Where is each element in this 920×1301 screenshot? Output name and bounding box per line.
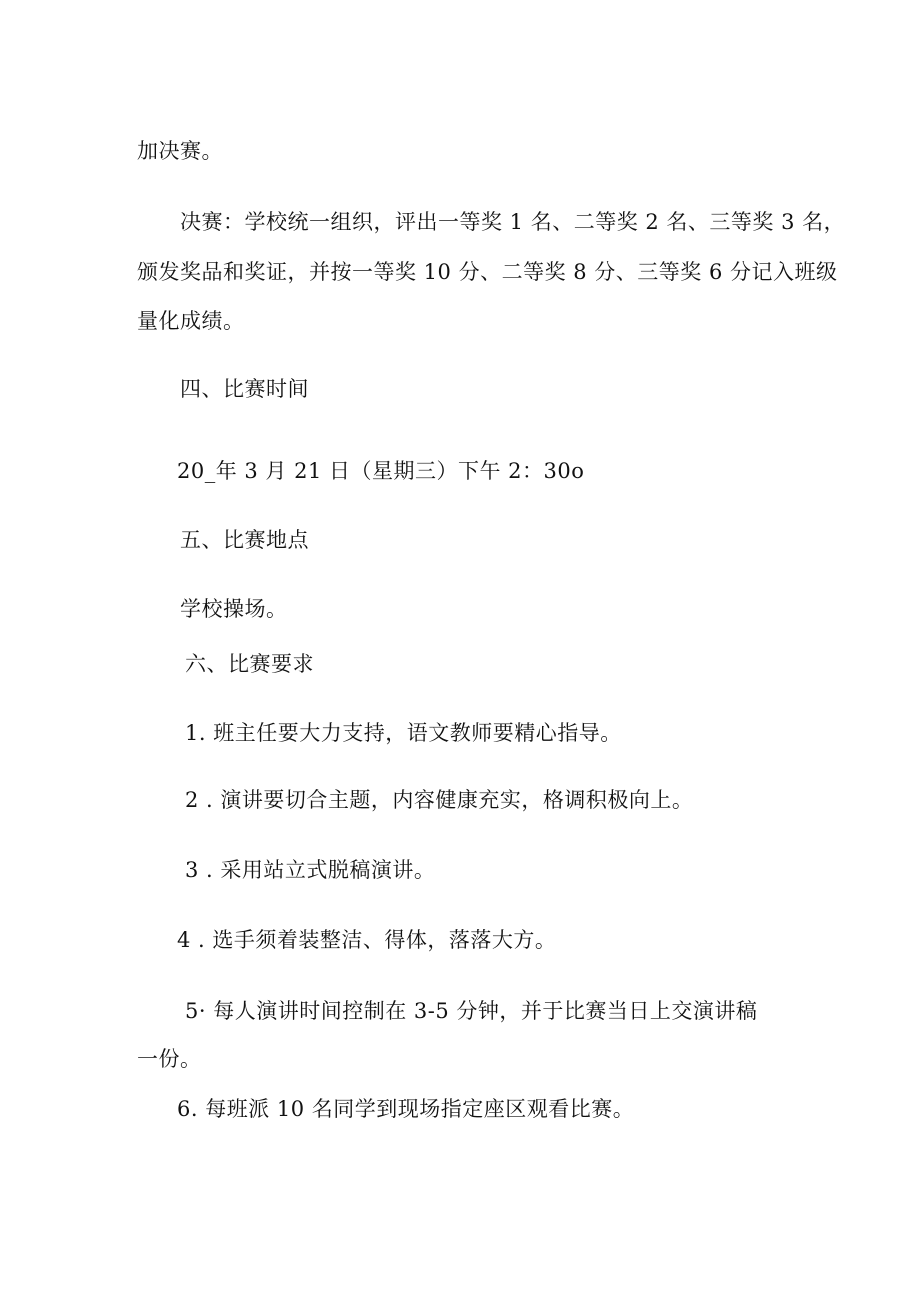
list-item-continuation: 一份。 bbox=[137, 1047, 202, 1071]
section-heading: 四、比赛时间 bbox=[180, 377, 309, 401]
paragraph-line: 加决赛。 bbox=[137, 139, 223, 163]
list-item: 6. 每班派 10 名同学到现场指定座区观看比赛。 bbox=[177, 1097, 635, 1121]
section-heading: 六、比赛要求 bbox=[185, 652, 314, 676]
paragraph-line: 颁发奖品和奖证，并按一等奖 10 分、二等奖 8 分、三等奖 6 分记入班级 bbox=[137, 260, 838, 284]
section-heading: 五、比赛地点 bbox=[180, 528, 309, 552]
list-item: 4 . 选手须着装整洁、得体，落落大方。 bbox=[177, 928, 557, 952]
list-item: 1. 班主任要大力支持，语文教师要精心指导。 bbox=[185, 721, 622, 745]
paragraph-line: 量化成绩。 bbox=[137, 309, 245, 333]
list-item: 3 . 采用站立式脱稿演讲。 bbox=[185, 858, 436, 882]
list-item: 5· 每人演讲时间控制在 3-5 分钟，并于比赛当日上交演讲稿 bbox=[185, 999, 758, 1023]
paragraph-line: 20_年 3 月 21 日（星期三）下午 2：30o bbox=[177, 459, 585, 483]
paragraph-line: 学校操场。 bbox=[180, 597, 288, 621]
list-item: 2 . 演讲要切合主题，内容健康充实，格调积极向上。 bbox=[185, 788, 694, 812]
paragraph-line: 决赛：学校统一组织，评出一等奖 1 名、二等奖 2 名、三等奖 3 名， bbox=[180, 210, 846, 234]
